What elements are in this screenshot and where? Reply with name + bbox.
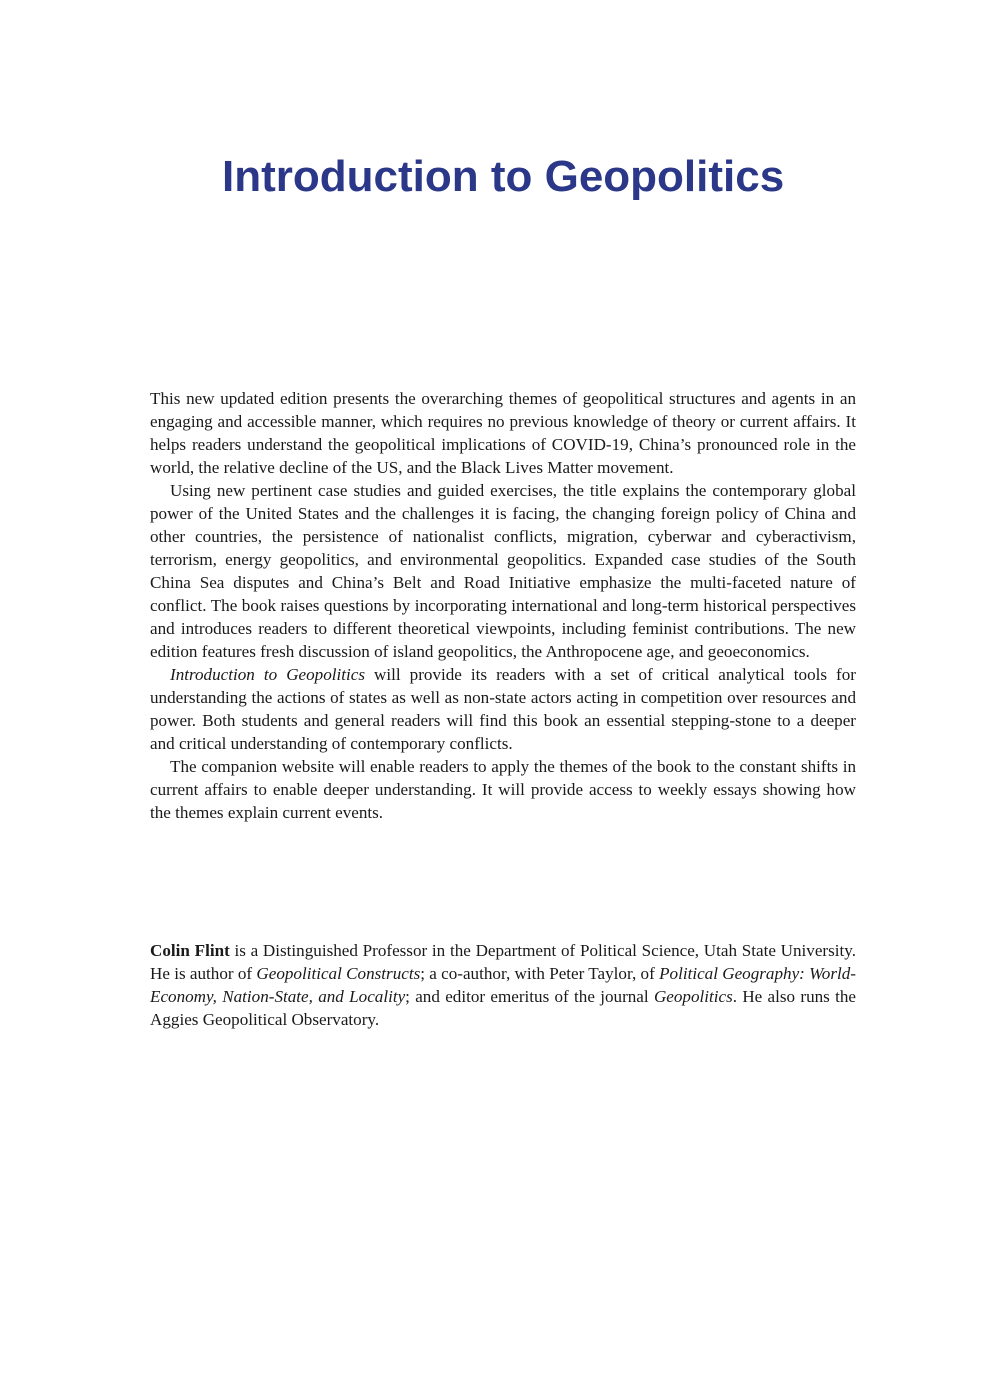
page-title: Introduction to Geopolitics bbox=[222, 152, 785, 201]
author-name: Colin Flint bbox=[150, 941, 230, 960]
book-description bbox=[150, 387, 856, 824]
bio-text: ; and editor emeritus of the journal bbox=[405, 987, 654, 1006]
description-paragraph: The companion website will enable readers to apply the themes of the book to the constant shifts in current affairs to enable deeper understanding. It will provide access to weekly essays showing how the themes explain current events. bbox=[150, 757, 856, 822]
bio-text: . He also runs the Aggies Geopolitical Observatory. bbox=[150, 987, 856, 1029]
description-paragraph: Using new pertinent case studies and guided exercises, the title explains the contemporary global power of the United States and the challenges it is facing, the changing foreign policy of China and other countries, the persistence of nationalist conflicts, migration, cyberwar and cyberactivism, terrorism, energy geopolitics, and environmental geopolitics. Expanded case studies of the South China Sea disputes and China’s Belt and Road Initiative emphasize the multi-faceted nature of conflict. The book raises questions by incorporating international and long-term historical perspectives and introduces readers to different theoretical viewpoints, including feminist contributions. The new edition features fresh discussion of island geopolitics, the Anthropocene age, and geoeconomics. bbox=[150, 481, 856, 661]
bio-text: is a Distinguished Professor in the Department of Political Science, Utah State University. He is author of bbox=[150, 941, 856, 983]
description-paragraph: This new updated edition presents the overarching themes of geopolitical structures and agents in an engaging and accessible manner, which requires no previous knowledge of theory or current affairs. It helps readers understand the geopolitical implications of COVID-19, China’s pronounced role in the world, the relative decline of the US, and the Black Lives Matter movement. bbox=[150, 389, 856, 477]
paragraph-text: will provide its readers with a set of critical analytical tools for understanding the actions of states as well as non-state actors acting in competition over resources and power. Both students and general readers will find this book an essential stepping-stone to a deeper and critical understanding of contemporary conflicts. bbox=[150, 665, 856, 753]
author-bio bbox=[150, 939, 856, 1031]
journal-title-italic: Geopolitics bbox=[653, 987, 733, 1006]
bio-text: ; a co-author, with Peter Taylor, of bbox=[420, 964, 660, 983]
description-paragraph bbox=[150, 663, 856, 755]
book-title-italic: Geopolitical Constructs bbox=[256, 964, 421, 983]
book-title-italic: Introduction to Geopolitics bbox=[170, 665, 365, 684]
book-title-italic: Political Geography: World-Economy, Nation-State, and Locality bbox=[150, 964, 856, 1006]
